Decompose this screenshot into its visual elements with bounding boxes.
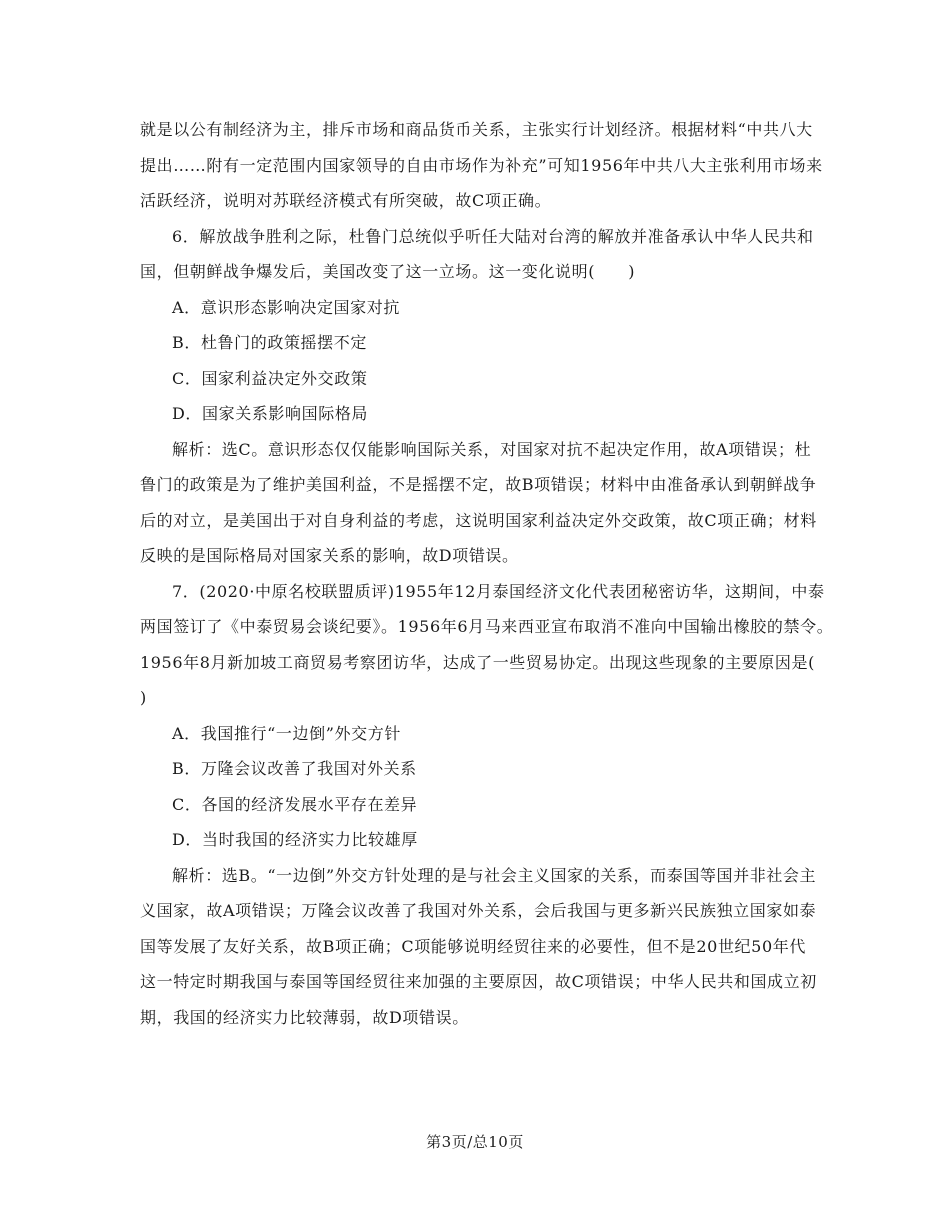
question-7-stem — [140, 574, 834, 716]
text-line: 国等发展了友好关系，故B项正确；C项能够说明经贸往来的必要性，但不是20世纪50年代 — [140, 936, 806, 956]
question-6-stem — [140, 219, 812, 290]
previous-analysis-continuation — [140, 112, 823, 219]
page-number-footer: 第3页/总10页 — [426, 1133, 524, 1151]
question-6-analysis — [140, 432, 817, 574]
option-a: A．我国推行“一边倒”外交方针 — [172, 723, 401, 743]
text-line: 提出……附有一定范围内国家领导的自由市场作为补充”可知1956年中共八大主张利用市场来 — [140, 155, 823, 175]
text-line: 这一特定时期我国与泰国等国经贸往来加强的主要原因，故C项错误；中华人民共和国成立初 — [140, 972, 817, 991]
text-line: 反映的是国际格局对国家关系的影响，故D项错误。 — [140, 546, 519, 565]
text-line: 期，我国的经济实力比较薄弱，故D项错误。 — [140, 1007, 469, 1027]
text-line: 6．解放战争胜利之际，杜鲁门总统似乎听任大陆对台湾的解放并准备承认中华人民共和 — [172, 226, 814, 246]
text-line: 后的对立，是美国出于对自身利益的考虑，这说明国家利益决定外交政策，故C项正确；材料 — [140, 510, 817, 530]
text-line: 两国签订了《中泰贸易会谈纪要》。1956年6月马来西亚宣布取消不准向中国输出橡胶的禁令。 — [140, 617, 834, 636]
option-b: B．杜鲁门的政策摇摆不定 — [172, 333, 367, 352]
option-c: C．各国的经济发展水平存在差异 — [172, 794, 418, 814]
option-d: D．当时我国的经济实力比较雄厚 — [172, 830, 418, 849]
question-7-options — [140, 716, 812, 858]
text-line: ) — [140, 688, 147, 707]
option-d: D．国家关系影响国际格局 — [172, 404, 369, 423]
text-line: 义国家，故A项错误；万隆会议改善了我国对外关系，会后我国与更多新兴民族独立国家如泰 — [140, 901, 817, 920]
text-line: 活跃经济，说明对苏联经济模式有所突破，故C项正确。 — [140, 191, 552, 210]
option-b: B．万隆会议改善了我国对外关系 — [172, 759, 417, 778]
document-page — [140, 112, 834, 1035]
option-c: C．国家利益决定外交政策 — [172, 368, 368, 388]
question-7-analysis — [140, 858, 817, 1036]
text-line: 国，但朝鲜战争爆发后，美国改变了这一立场。这一变化说明( ) — [140, 262, 636, 281]
text-line: 就是以公有制经济为主，排斥市场和商品货币关系，主张实行计划经济。根据材料“中共八大 — [140, 120, 813, 139]
text-line: 解析：选C。意识形态仅仅能影响国际关系，对国家对抗不起决定作用，故A项错误；杜 — [172, 439, 812, 459]
option-a: A．意识形态影响决定国家对抗 — [172, 297, 400, 317]
text-line: 鲁门的政策是为了维护美国利益，不是摇摆不定，故B项错误；材料中由准备承认到朝鲜战争 — [140, 475, 817, 494]
text-line: 解析：选B。“一边倒”外交方针处理的是与社会主义国家的关系，而泰国等国并非社会主 — [172, 865, 817, 885]
text-line: 1956年8月新加坡工商贸易考察团访华，达成了一些贸易协定。出现这些现象的主要原因是( — [140, 652, 815, 672]
text-line: 7．(2020·中原名校联盟质评)1955年12月泰国经济文化代表团秘密访华，这期间，中泰 — [172, 581, 825, 601]
question-6-options — [140, 290, 812, 432]
